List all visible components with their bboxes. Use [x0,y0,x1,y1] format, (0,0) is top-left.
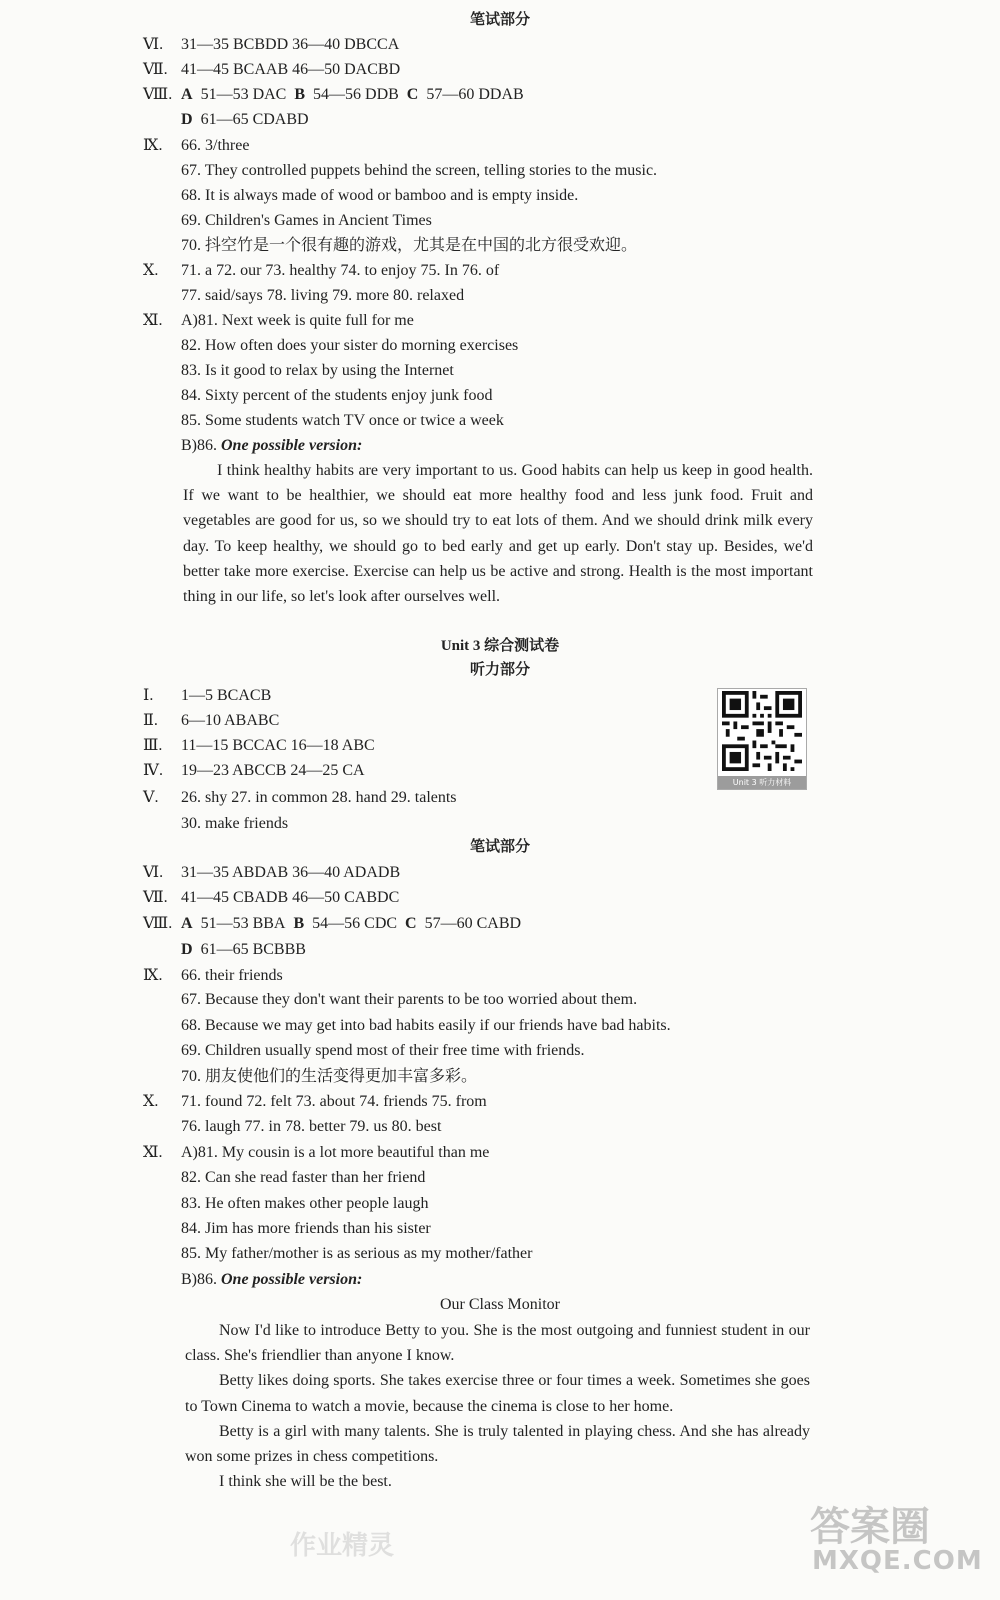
answer-item: 69. Children's Games in Ancient Times [181,212,432,229]
answer-text: 41—45 BCAAB 46—50 DACBD [181,61,401,78]
b86-prefix: B)86. [181,437,221,454]
answer-item: A)81. My cousin is a lot more beautiful than me [181,1144,490,1161]
answer-text: 11—15 BCCAC 16—18 ABC [181,737,375,754]
answer-item: 68. Because we may get into bad habits easily if our friends have bad habits. [181,1017,671,1034]
answer-b86 [181,1270,362,1290]
roman-numeral: Ⅷ. [143,915,173,932]
answer-row-ix [143,136,249,156]
watermark-faint: 作业精灵 [290,1531,395,1561]
essay-title: Our Class Monitor [440,1296,560,1313]
answer-text: 31—35 ABDAB 36—40 ADADB [181,864,401,881]
essay-paragraph: Betty is a girl with many talents. She is truly talented in playing chess. And she has already won some prizes in chess competitions. [185,1422,810,1466]
part-label-c: C [405,915,417,932]
part-label-d: D [181,941,193,958]
roman-numeral: Ⅵ. [143,36,164,53]
answer-text: 77. said/says 78. living 79. more 80. relaxed [181,287,465,304]
version-label: One possible version: [221,437,363,454]
essay-paragraph: Now I'd like to introduce Betty to you. She is the most outgoing and funniest student in our class. She's friendlier than anyone I know. [185,1322,810,1365]
answer-item: 84. Jim has more friends than his sister [181,1220,431,1237]
section-header-written: 笔试部分 [469,12,530,28]
unit3-title: Unit 3 综合测试卷 [440,638,560,654]
answer-item: 66. their friends [181,967,283,984]
roman-numeral: Ⅵ. [143,864,164,881]
answer-text: 51—53 DAC [200,86,287,103]
essay-text: I think healthy habits are very important to us. Good habits can help us keep in good health. If we want to be healthier, we should eat more healthy food and less junk food. Fruit and vegetables are good for us, so we should try to eat lots of them. And we should drink milk every day. To keep healthy, we should go to bed early and get up early. Don't stay up. Besides, we'd better take more exercise. Exercise can help us be active and strong. Health is the most important thing in our life, so let's look after ourselves well. [183,462,813,606]
answer-text: 71. found 72. felt 73. about 74. friends 75. from [181,1093,487,1110]
part-label-b: B [293,915,305,932]
answer-item: A)81. Next week is quite full for me [181,312,414,329]
answer-row-ii [143,711,279,731]
essay-paragraph [183,458,813,609]
answer-row-xi [143,311,414,331]
version-label: One possible version: [221,1271,363,1288]
answer-row-v [143,788,457,808]
answer-item: 66. 3/three [181,137,250,154]
section-header-listening: 听力部分 [469,662,530,678]
section-header-written-unit3: 笔试部分 [469,839,530,855]
answer-item: 84. Sixty percent of the students enjoy junk food [181,387,493,404]
watermark-domain: MXQE.COM [812,1546,983,1576]
roman-numeral: Ⅹ. [143,262,159,279]
part-label-a: A [181,86,193,103]
roman-numeral: Ⅶ. [143,61,168,78]
answer-item: 69. Children usually spend most of their free time with friends. [181,1042,585,1059]
answer-row-viii-d [181,110,309,130]
answer-row-vii [143,60,400,80]
roman-numeral: Ⅹ. [143,1093,159,1110]
part-label-d: D [181,111,193,128]
roman-numeral: Ⅺ. [143,312,163,329]
part-label-a: A [181,915,193,932]
answer-row-viii [143,914,521,934]
answer-row-iv [143,761,365,781]
answer-text: 61—65 CDABD [200,111,309,128]
roman-numeral: Ⅷ. [143,86,173,103]
roman-numeral: Ⅲ. [143,737,163,754]
answer-row-ix [143,966,283,986]
answer-text: 54—56 DDB [313,86,399,103]
answer-text: 6—10 ABABC [181,712,280,729]
answer-row-x [143,1092,487,1112]
answer-item: 83. Is it good to relax by using the Internet [181,362,454,379]
roman-numeral: Ⅺ. [143,1144,163,1161]
answer-item: 68. It is always made of wood or bamboo and is empty inside. [181,187,579,204]
qr-code[interactable] [717,688,807,790]
answer-text: 51—53 BBA [200,915,286,932]
essay-body [185,1318,810,1494]
roman-numeral: Ⅱ. [143,712,158,729]
answer-item: 70. 朋友使他们的生活变得更加丰富多彩。 [181,1068,478,1085]
answer-text: 71. a 72. our 73. healthy 74. to enjoy 75. In 76. of [181,262,500,279]
answer-item: 70. 抖空竹是一个很有趣的游戏，尤其是在中国的北方很受欢迎。 [181,237,638,254]
qr-caption: Unit 3 听力材料 [718,776,806,789]
answer-text: 57—60 DDAB [426,86,524,103]
answer-b86 [181,436,362,456]
answer-item: 67. They controlled puppets behind the screen, telling stories to the music. [181,162,658,179]
answer-item: 67. Because they don't want their parents to be too worried about them. [181,991,638,1008]
answer-text: 26. shy 27. in common 28. hand 29. talents [181,789,457,806]
answer-text: 61—65 BCBBB [200,941,306,958]
answer-text: 57—60 CABD [424,915,522,932]
b86-prefix: B)86. [181,1271,221,1288]
essay-paragraph: Betty likes doing sports. She takes exercise three or four times a week. Sometimes she goes to Town Cinema to watch a movie, because the cinema is close to her home. [185,1372,810,1415]
answer-item: 82. How often does your sister do morning exercises [181,337,519,354]
answer-item: 85. Some students watch TV once or twice a week [181,412,504,429]
answer-item: 83. He often makes other people laugh [181,1195,429,1212]
answer-row-viii-d [181,940,306,960]
answer-text: 76. laugh 77. in 78. better 79. us 80. best [181,1118,442,1135]
roman-numeral: Ⅸ. [143,967,163,984]
answer-row-x [143,261,499,281]
answer-text: 31—35 BCBDD 36—40 DBCCA [181,36,400,53]
answer-row-i [143,686,271,706]
answer-text: 54—56 CDC [312,915,398,932]
answer-item: 85. My father/mother is as serious as my mother/father [181,1245,533,1262]
answer-row-iii [143,736,375,756]
answer-text: 1—5 BCACB [181,687,272,704]
essay-paragraph: I think she will be the best. [219,1473,392,1491]
roman-numeral: Ⅳ. [143,762,163,779]
roman-numeral: Ⅴ. [143,789,159,806]
answer-row-vi [143,863,400,883]
answer-text: 41—45 CBADB 46—50 CABDC [181,889,400,906]
answer-row-vii [143,888,399,908]
answer-text: 19—23 ABCCB 24—25 CA [181,762,365,779]
roman-numeral: Ⅰ. [143,687,154,704]
part-label-b: B [294,86,306,103]
qr-code-icon [722,691,802,771]
answer-row-xi [143,1143,489,1163]
answer-row-vi [143,35,399,55]
answer-text: 30. make friends [181,815,289,832]
roman-numeral: Ⅶ. [143,889,168,906]
answer-row-viii [143,85,524,105]
roman-numeral: Ⅸ. [143,137,163,154]
answer-item: 82. Can she read faster than her friend [181,1169,426,1186]
watermark-logo: 答案圈 [810,1504,930,1550]
part-label-c: C [406,86,419,103]
